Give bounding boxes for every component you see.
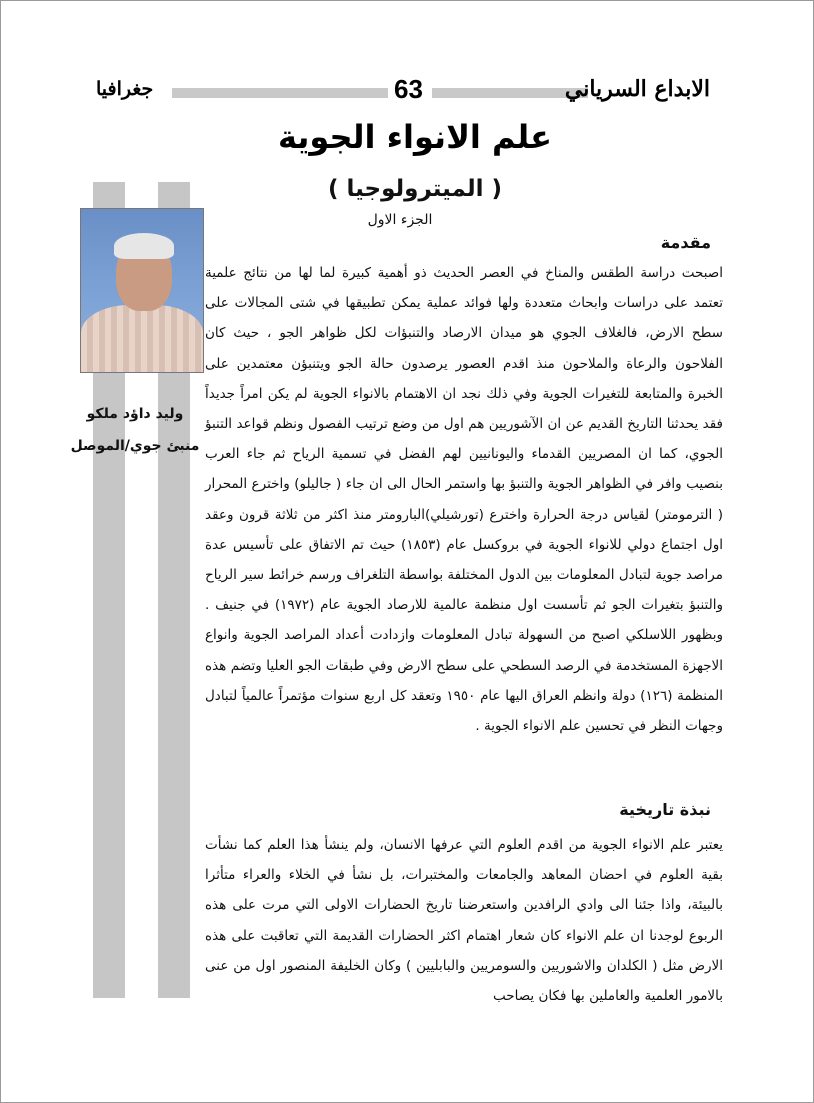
author-name: وليد داؤد ملكو	[86, 406, 184, 422]
history-body	[205, 830, 723, 1011]
author-photo	[80, 208, 204, 373]
author-role: منبئ جوي/الموصل	[70, 438, 200, 454]
intro-body	[205, 258, 723, 741]
photo-hair	[114, 233, 174, 259]
article-title: علم الانواء الجوية	[277, 118, 553, 156]
section-name: جغرافيا	[96, 78, 154, 100]
page-header	[0, 76, 814, 112]
photo-shirt	[81, 305, 203, 373]
article-subtitle: ( الميترولوجيا )	[327, 176, 503, 202]
intro-heading: مقدمة	[660, 233, 711, 252]
history-paragraph: يعتبر علم الانواء الجوية من اقدم العلوم التي عرفها الانسان، ولم ينشأ هذا العلم كما نشأت بقية العلوم في احضان المعاهد والجامعات والمختبرات، بل نشأ في الخلاء والعراء متأثرا بالبيئة، واذا جئنا الى وادي الرافدين واستعرضنا تاريخ الحضارات الاولى التي مرت على هذه الربوع لوجدنا ان علم الانواء كان شعار اهتمام اكثر الحضارات القديمة التي تعاقبت على هذه الارض مثل ( الكلدان والاشوريين والسومريين والبابليين ) وكان الخليفة المنصور اول من عنى بالامور العلمية والعاملين بها فكان يصاحب	[205, 837, 723, 1005]
history-heading: نبذة تاريخية	[619, 800, 711, 819]
author-block	[60, 398, 210, 462]
page-number: 63	[394, 74, 423, 104]
magazine-name: الابداع السرياني	[564, 76, 710, 102]
article-part: الجزء الاول	[367, 212, 433, 228]
intro-paragraph: اصبحت دراسة الطقس والمناخ في العصر الحديث ذو أهمية كبيرة لما لها من نتائج علمية تعتمد على دراسات وابحاث متعددة ولها فوائد عملية يمكن تطبيقها في شتى المجالات على سطح الارض، فالغلاف الجوي هو ميدان الارصاد والتنبؤات لكل ظواهر الجو ، حيث كان الفلاحون والرعاة والملاحون منذ اقدم العصور يرصدون حالة الجو ويتنبؤن معتمدين على الخبرة والمتابعة للتغيرات الجوية وفي ذلك نجد ان الاهتمام بالانواء الجوية لم يكن امراً جديداً فقد يحدثنا التاريخ القديم عن ان الآشوريين هم اول من وضع ترتيب الفصول ونظم قواعد التنبؤ الجوي، كما ان المصريين القدماء واليونانيين لهم الفضل في تسمية الرياح ثم جاء العرب بنصيب وافر في الظواهر الجوية والتنبؤ بها واستمر الحال الى ان جاء ( جاليلو) واخترع المحرار ( الترمومتر) لقياس درجة الحرارة واخترع (تورشيلي)البارومتر منذ اكثر من ثلاثة قرون وعقد اول اجتماع دولي للانواء الجوية في بروكسل عام (١٨٥٣) حيث تم الاتفاق على تأسيس عدة مراصد جوية لتبادل المعلومات بين الدول المختلفة بواسطة التلغراف ورسم خرائط سير الرياح والتنبؤ بتغيرات الجو ثم تأسست اول منظمة عالمية للارصاد الجوية عام (١٩٧٢) في جنيف . وبظهور اللاسلكي اصبح من السهولة تبادل المعلومات وازدادت أعداد المراصد الجوية وانواع الاجهزة المستخدمة في الرصد السطحي على سطح الارض وفي طبقات الجو العليا وتضم هذه المنظمة (١٢٦) دولة وانظم العراق اليها عام ١٩٥٠ وتعقد كل اربع سنوات مؤتمراً عالمياً لتبادل وجهات النظر في تحسين علم الانواء الجوية .	[205, 265, 723, 735]
header-divider-left	[172, 88, 388, 98]
